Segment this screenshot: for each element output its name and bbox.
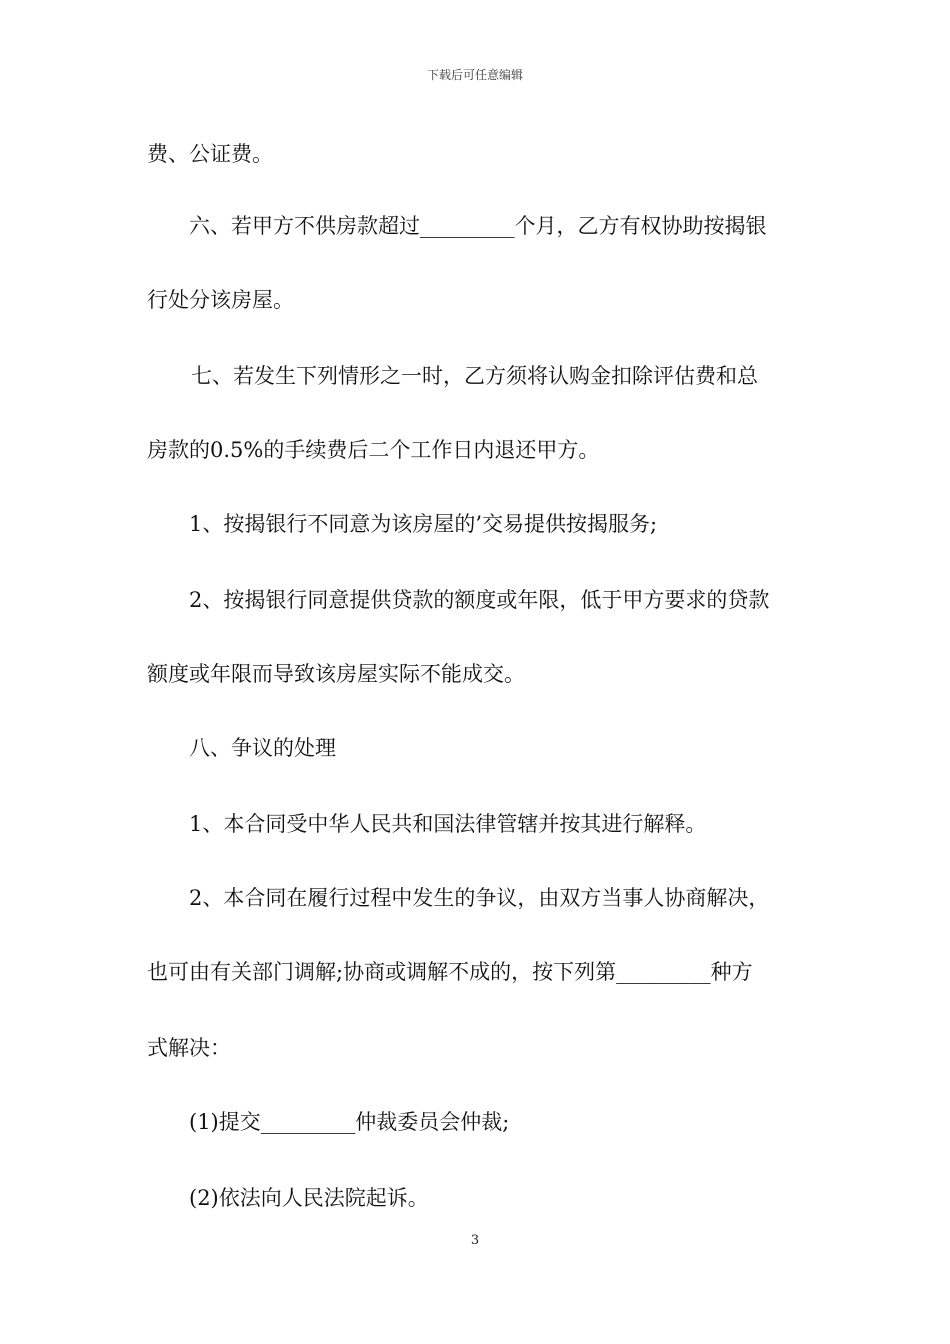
paragraph-line: 2、按揭银行同意提供贷款的额度或年限，低于甲方要求的贷款 bbox=[189, 588, 770, 612]
paragraph-line: 七、若发生下列情形之一时，乙方须将认购金扣除评估费和总 bbox=[191, 364, 758, 388]
paragraph-line: 六、若甲方不供房款超过_________个月，乙方有权协助按揭银 bbox=[189, 214, 767, 238]
paragraph-line: 费、公证费。 bbox=[147, 142, 273, 166]
page-header: 下载后可任意编辑 bbox=[426, 68, 523, 82]
paragraph-line: 2、本合同在履行过程中发生的争议，由双方当事人协商解决， bbox=[189, 886, 770, 910]
paragraph-line: 行处分该房屋。 bbox=[147, 288, 294, 312]
paragraph-line: (1)提交_________仲裁委员会仲裁; bbox=[189, 1110, 510, 1134]
paragraph-line: (2)依法向人民法院起诉。 bbox=[189, 1186, 429, 1210]
paragraph-line: 式解决： bbox=[147, 1036, 231, 1060]
page-number: 3 bbox=[470, 1233, 480, 1248]
paragraph-line: 额度或年限而导致该房屋实际不能成交。 bbox=[147, 662, 525, 686]
paragraph-line: 1、本合同受中华人民共和国法律管辖并按其进行解释。 bbox=[189, 812, 707, 836]
paragraph-line: 也可由有关部门调解;协商或调解不成的，按下列第_________种方 bbox=[147, 960, 753, 984]
paragraph-line: 房款的0.5%的手续费后二个工作日内退还甲方。 bbox=[147, 438, 600, 462]
section-heading: 八、争议的处理 bbox=[189, 736, 336, 760]
paragraph-line: 1、按揭银行不同意为该房屋的’交易提供按揭服务; bbox=[189, 512, 658, 536]
